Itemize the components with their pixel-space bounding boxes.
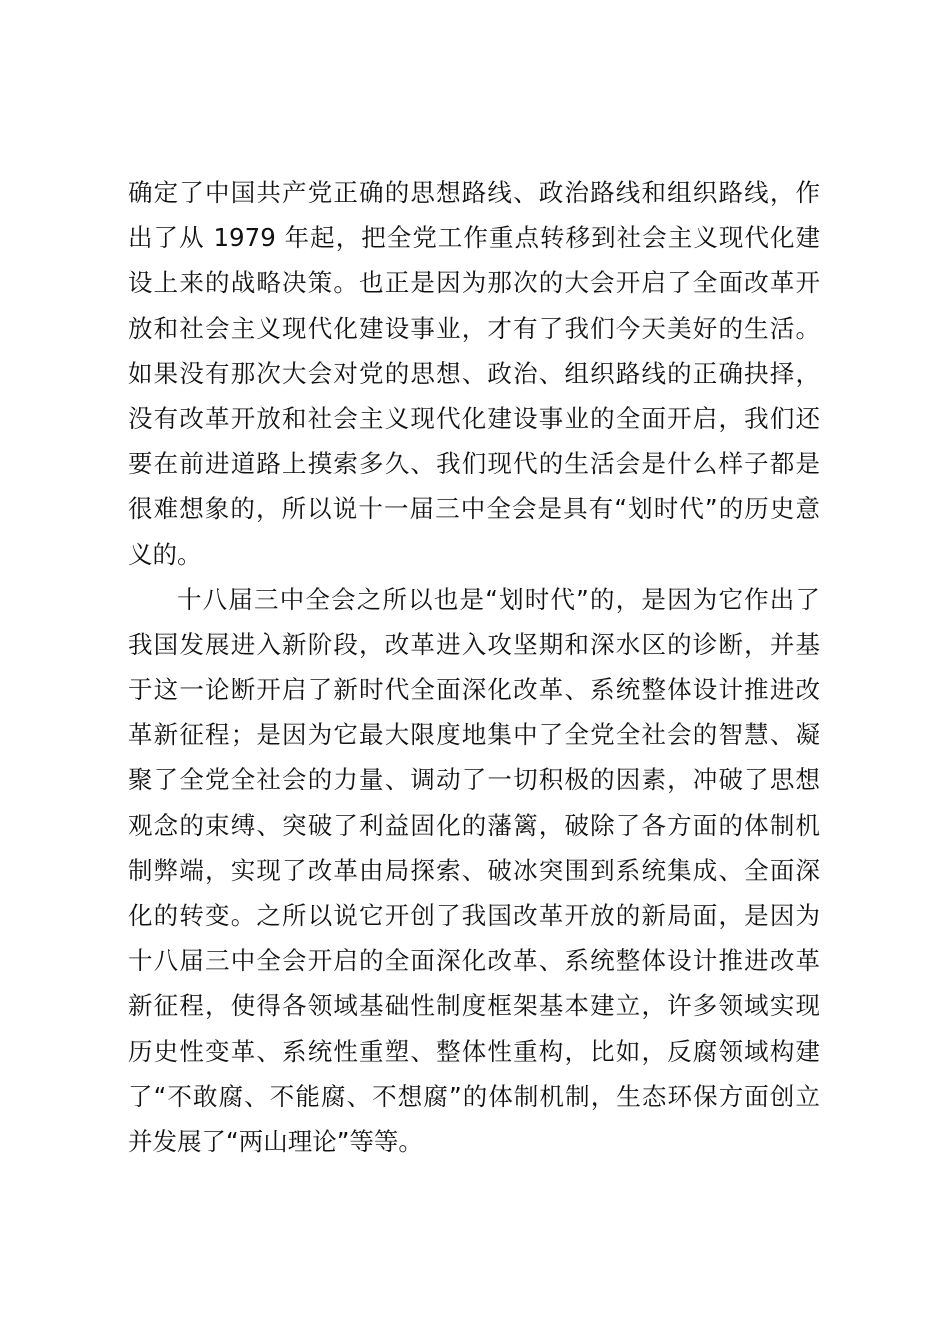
paragraph-line: 了“不敢腐、不能腐、不想腐”的体制机制，生态环保方面创立: [128, 1081, 820, 1111]
paragraph-2: [128, 577, 820, 1164]
paragraph-line: 历史性变革、系统性重塑、整体性重构，比如，反腐领域构建: [128, 1036, 820, 1066]
paragraph-line: 并发展了“两山理论”等等。: [128, 1126, 423, 1156]
paragraph-line: 出了从 1979 年起，把全党工作重点转移到社会主义现代化建: [128, 223, 820, 253]
paragraph-line: 义的。: [128, 539, 202, 569]
paragraph-line: 十八届三中全会开启的全面深化改革、系统整体设计推进改革: [128, 946, 820, 976]
paragraph-line: 很难想象的，所以说十一届三中全会是具有“划时代”的历史意: [128, 494, 820, 524]
paragraph-line: 聚了全党全社会的力量、调动了一切积极的因素，冲破了思想: [128, 765, 820, 795]
paragraph-line: 设上来的战略决策。也正是因为那次的大会开启了全面改革开: [128, 268, 820, 298]
paragraph-line: 我国发展进入新阶段，改革进入攻坚期和深水区的诊断，并基: [128, 629, 820, 659]
paragraph-line: 革新征程；是因为它最大限度地集中了全党全社会的智慧、凝: [128, 720, 820, 750]
paragraph-line: 化的转变。之所以说它开创了我国改革开放的新局面，是因为: [128, 901, 820, 930]
paragraph-line: 没有改革开放和社会主义现代化建设事业的全面开启，我们还: [128, 403, 820, 433]
paragraph-line: 新征程，使得各领域基础性制度框架基本建立，许多领域实现: [128, 991, 820, 1021]
paragraph-line: 要在前进道路上摸索多久、我们现代的生活会是什么样子都是: [128, 449, 820, 479]
paragraph-line: 制弊端，实现了改革由局探索、破冰突围到系统集成、全面深: [128, 855, 820, 885]
document-body: [128, 170, 820, 1164]
paragraph-line: 放和社会主义现代化建设事业，才有了我们今天美好的生活。: [128, 313, 820, 343]
paragraph-line: 十八届三中全会之所以也是“划时代”的，是因为它作出了: [177, 584, 820, 614]
paragraph-line: 观念的束缚、突破了利益固化的藩篱，破除了各方面的体制机: [128, 810, 820, 840]
paragraph-line: 确定了中国共产党正确的思想路线、政治路线和组织路线，作: [128, 178, 820, 207]
paragraph-line: 于这一论断开启了新时代全面深化改革、系统整体设计推进改: [128, 675, 820, 705]
paragraph-line: 如果没有那次大会对党的思想、政治、组织路线的正确抉择，: [128, 358, 820, 388]
paragraph-1: [128, 170, 820, 577]
